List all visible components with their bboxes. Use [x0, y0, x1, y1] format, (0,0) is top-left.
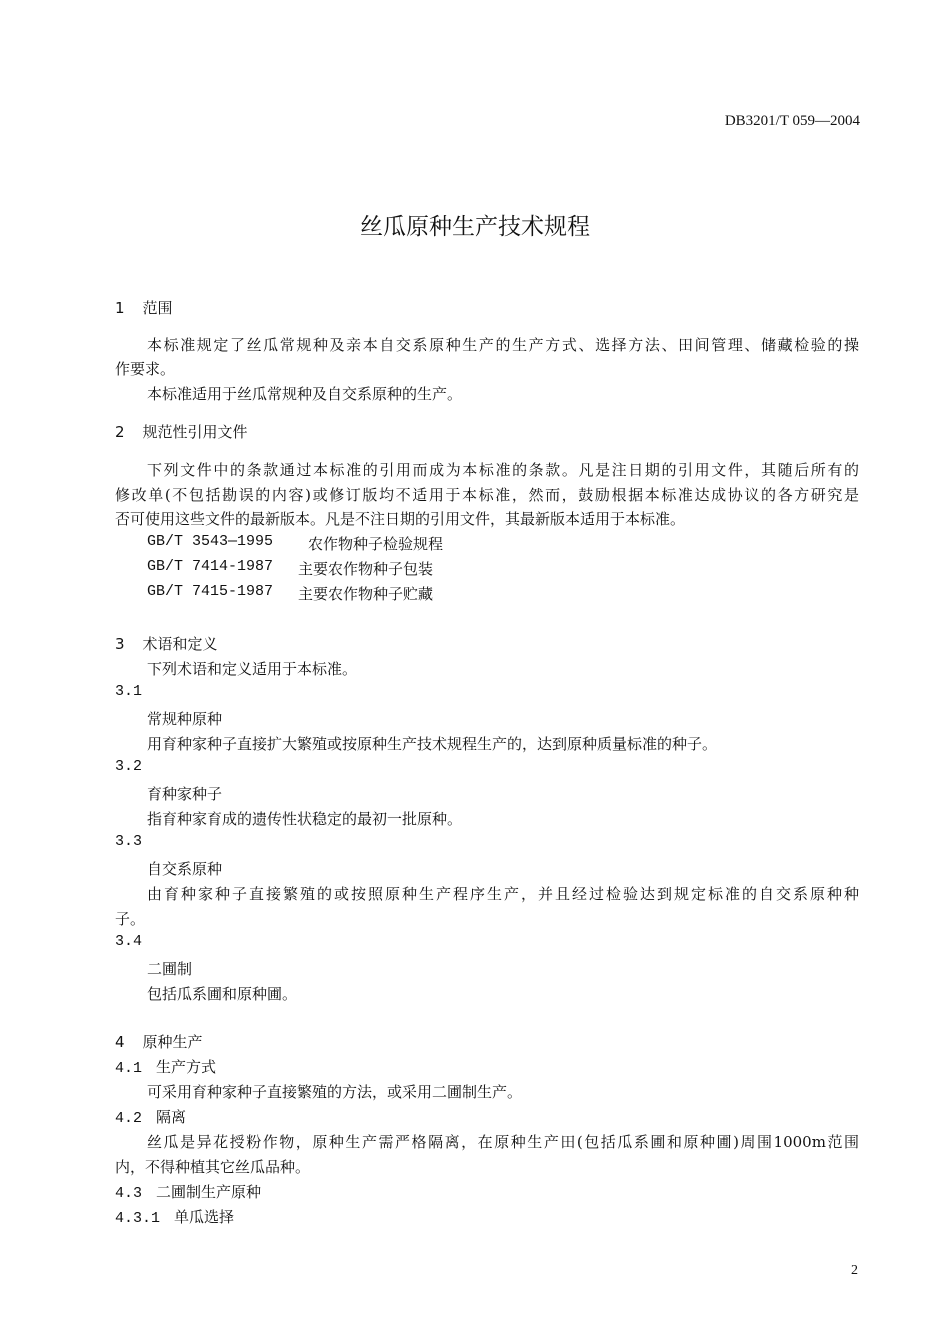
reference-code: GB/T 7415-1987	[147, 583, 274, 600]
paragraph-line: 本标准规定了丝瓜常规种及亲本自交系原种生产的生产方式、选择方法、田间管理、储藏检验的操	[147, 336, 859, 354]
term-name: 二圃制	[147, 960, 193, 978]
reference-code: GB/T 3543—1995	[147, 533, 274, 550]
section-title: 范围	[142, 299, 173, 317]
paragraph-line: 修改单(不包括勘误的内容)或修订版均不适用于本标准，然而，鼓励根据本标准达成协议的各方研究是	[115, 486, 859, 504]
paragraph-line: 作要求。	[115, 360, 176, 378]
section-2-heading	[115, 421, 248, 442]
subsection-4-2-heading	[115, 1106, 186, 1127]
term-number: 3.1	[115, 683, 143, 700]
reference-name: 主要农作物种子贮藏	[298, 585, 434, 603]
paragraph: 可采用育种家种子直接繁殖的方法，或采用二圃制生产。	[147, 1083, 523, 1101]
standard-number: DB3201/T 059—2004	[724, 113, 860, 129]
subsection-title: 二圃制生产原种	[156, 1183, 262, 1201]
term-definition: 指育种家育成的遗传性状稳定的最初一批原种。	[147, 810, 463, 828]
term-name: 育种家种子	[147, 785, 223, 803]
subsection-4-3-1-heading	[115, 1206, 234, 1227]
subsection-number: 4.3	[115, 1185, 143, 1202]
reference-code: GB/T 7414-1987	[147, 558, 274, 575]
section-1-heading	[115, 297, 173, 318]
subsection-number: 4.2	[115, 1110, 143, 1127]
term-name: 常规种原种	[147, 710, 223, 728]
subsection-title: 生产方式	[156, 1058, 217, 1076]
term-definition: 包括瓜系圃和原种圃。	[147, 985, 298, 1003]
paragraph-line: 否可使用这些文件的最新版本。凡是不注日期的引用文件，其最新版本适用于本标准。	[115, 510, 686, 528]
paragraph-line: 丝瓜是异花授粉作物，原种生产需严格隔离，在原种生产田(包括瓜系圃和原种圃)周围1000m范围	[147, 1133, 859, 1151]
section-number: 3	[115, 635, 125, 653]
term-definition: 由育种家种子直接繁殖的或按照原种生产程序生产，并且经过检验达到规定标准的自交系原种种	[147, 885, 859, 903]
subsection-title: 单瓜选择	[174, 1208, 235, 1226]
subsection-4-1-heading	[115, 1056, 216, 1077]
term-name: 自交系原种	[147, 860, 223, 878]
page-title: 丝瓜原种生产技术规程	[360, 214, 590, 240]
section-title: 规范性引用文件	[142, 423, 248, 441]
reference-name: 主要农作物种子包装	[298, 560, 434, 578]
term-definition-cont: 子。	[115, 910, 146, 928]
paragraph-line: 下列文件中的条款通过本标准的引用而成为本标准的条款。凡是注日期的引用文件，其随后所有的	[147, 461, 859, 479]
section-number: 1	[115, 299, 125, 317]
section-title: 原种生产	[142, 1033, 203, 1051]
subsection-title: 隔离	[156, 1108, 187, 1126]
subsection-4-3-heading	[115, 1181, 261, 1202]
paragraph: 下列术语和定义适用于本标准。	[147, 660, 358, 678]
term-number: 3.4	[115, 933, 143, 950]
section-4-heading	[115, 1031, 203, 1052]
section-number: 2	[115, 423, 125, 441]
page-number: 2	[851, 1263, 858, 1278]
term-number: 3.2	[115, 758, 143, 775]
section-title: 术语和定义	[142, 635, 218, 653]
subsection-number: 4.1	[115, 1060, 143, 1077]
section-number: 4	[115, 1033, 125, 1051]
paragraph: 本标准适用于丝瓜常规种及自交系原种的生产。	[147, 385, 463, 403]
term-definition: 用育种家种子直接扩大繁殖或按原种生产技术规程生产的，达到原种质量标准的种子。	[147, 735, 718, 753]
term-number: 3.3	[115, 833, 143, 850]
reference-name: 农作物种子检验规程	[308, 535, 444, 553]
subsection-number: 4.3.1	[115, 1210, 161, 1227]
paragraph-line: 内，不得种植其它丝瓜品种。	[115, 1158, 311, 1176]
section-3-heading	[115, 633, 218, 654]
